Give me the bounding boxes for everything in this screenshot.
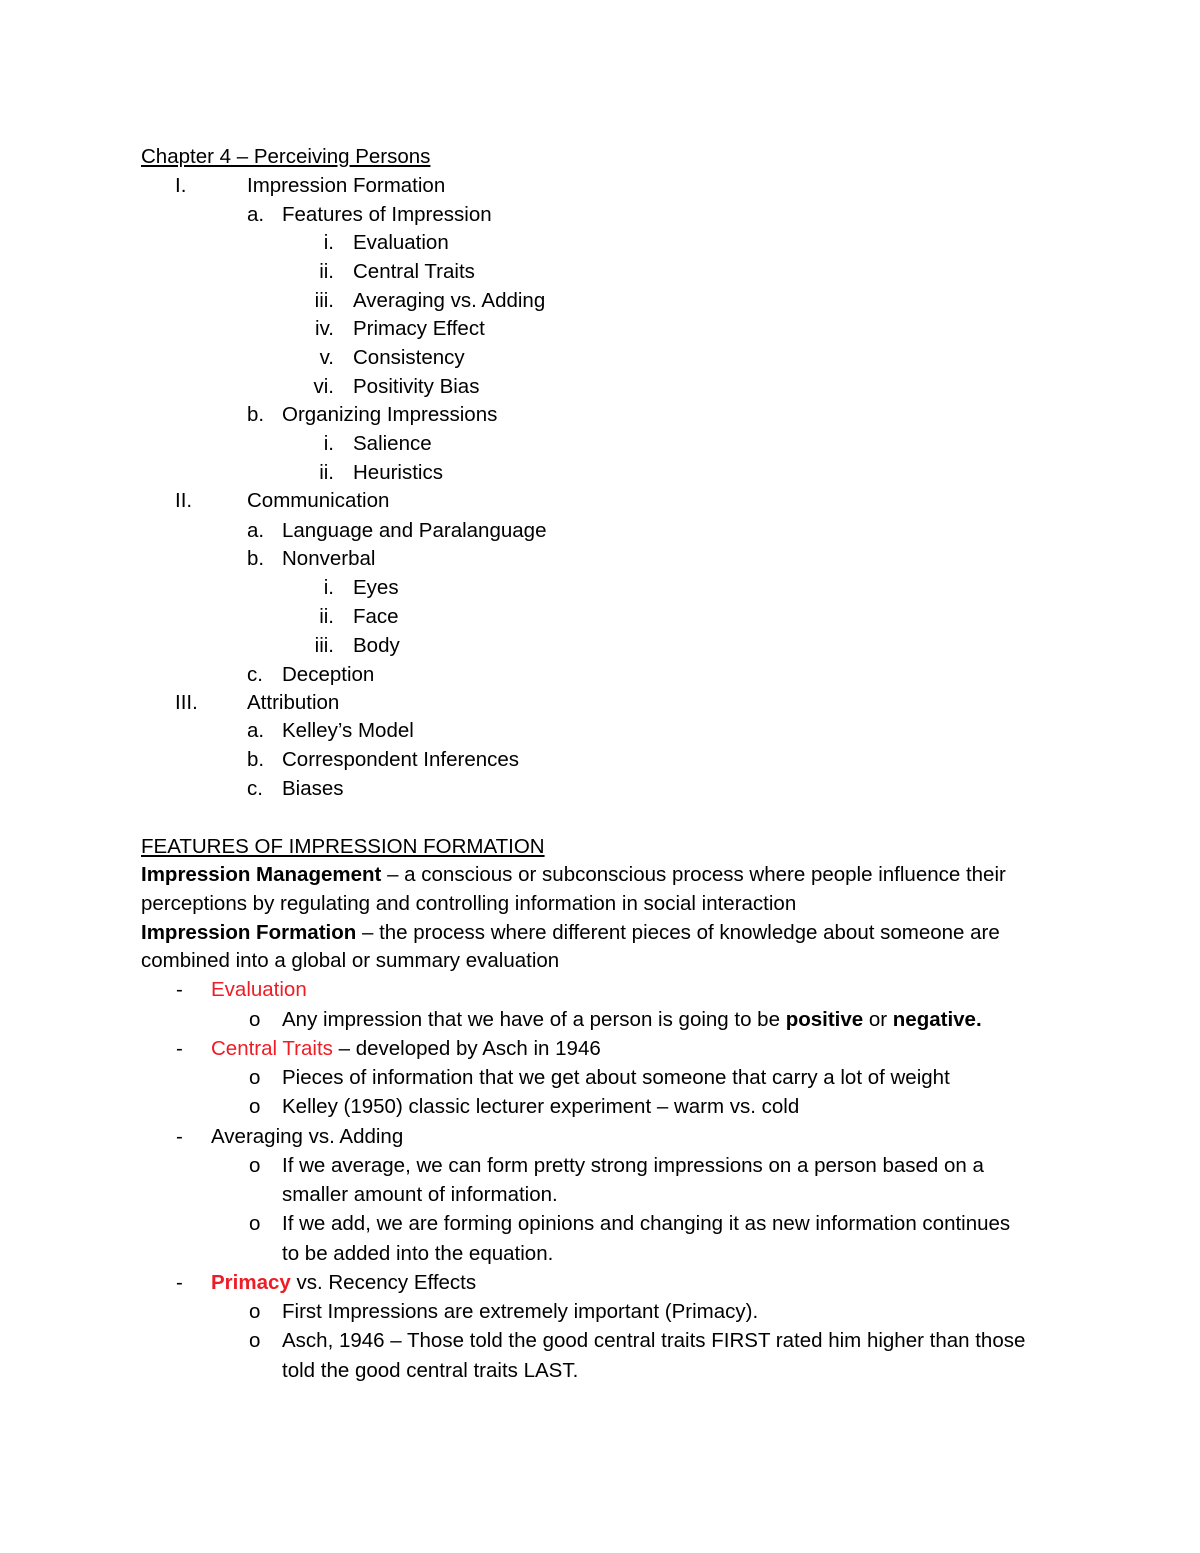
outline-marker: b.: [247, 547, 265, 570]
outline-marker: b.: [247, 748, 265, 771]
outline-text: Biases: [282, 777, 344, 800]
dash-bullet: -: [176, 1125, 183, 1148]
bullet-text: vs. Recency Effects: [290, 1271, 477, 1294]
outline-marker: iii.: [314, 289, 334, 312]
bullet-label: Averaging vs. Adding: [211, 1125, 404, 1148]
circle-bullet: o: [249, 1008, 261, 1031]
outline-marker: iii.: [314, 634, 334, 657]
sub-bullet-text: Kelley (1950) classic lecturer experiment – warm vs. cold: [282, 1095, 800, 1118]
outline-text: Heuristics: [353, 461, 443, 484]
emphasis-negative: negative.: [892, 1008, 982, 1031]
sub-bullet-continuation: told the good central traits LAST.: [282, 1359, 579, 1382]
outline-marker: vi.: [313, 375, 334, 398]
dash-bullet: -: [176, 978, 183, 1001]
chapter-title: Chapter 4 – Perceiving Persons: [141, 145, 431, 168]
circle-bullet: o: [249, 1066, 261, 1089]
outline-text: Correspondent Inferences: [282, 748, 520, 771]
outline-text: Deception: [282, 663, 375, 686]
definition-line: [141, 860, 1006, 889]
outline-text: Organizing Impressions: [282, 403, 498, 426]
sub-bullet-text: or: [863, 1008, 893, 1031]
outline-marker: c.: [247, 663, 263, 686]
definition-line: combined into a global or summary evaluation: [141, 949, 560, 972]
sub-bullet-text: Pieces of information that we get about someone that carry a lot of weight: [282, 1066, 950, 1089]
outline-text: Features of Impression: [282, 203, 492, 226]
outline-text: Language and Paralanguage: [282, 519, 547, 542]
outline-marker: ii.: [319, 461, 334, 484]
outline-text: Central Traits: [353, 260, 475, 283]
outline-marker: I.: [175, 174, 187, 197]
sub-bullet-continuation: to be added into the equation.: [282, 1242, 554, 1265]
outline-text: Evaluation: [353, 231, 449, 254]
outline-marker: a.: [247, 203, 265, 226]
outline-marker: ii.: [319, 605, 334, 628]
circle-bullet: o: [249, 1212, 261, 1235]
definition-term: Impression Management: [141, 863, 382, 886]
sub-bullet-text: If we average, we can form pretty strong impressions on a person based on a: [282, 1154, 984, 1177]
dash-bullet: -: [176, 1037, 183, 1060]
emphasis-positive: positive: [785, 1008, 864, 1031]
outline-marker: II.: [175, 489, 193, 512]
outline-text: Body: [353, 634, 400, 657]
outline-marker: a.: [247, 719, 265, 742]
outline-marker: III.: [175, 691, 198, 714]
circle-bullet: o: [249, 1154, 261, 1177]
outline-marker: b.: [247, 403, 265, 426]
circle-bullet: o: [249, 1300, 261, 1323]
definition-text: – the process where different pieces of knowledge about someone are: [356, 921, 1000, 944]
outline-text: Impression Formation: [247, 174, 446, 197]
circle-bullet: o: [249, 1329, 261, 1352]
outline-marker: i.: [323, 231, 334, 254]
outline-text: Nonverbal: [282, 547, 376, 570]
outline-text: Attribution: [247, 691, 340, 714]
outline-text: Positivity Bias: [353, 375, 480, 398]
section-heading: FEATURES OF IMPRESSION FORMATION: [141, 835, 545, 858]
sub-bullet-continuation: smaller amount of information.: [282, 1183, 558, 1206]
sub-bullet-text: First Impressions are extremely important (Primacy).: [282, 1300, 759, 1323]
outline-marker: iv.: [315, 317, 334, 340]
outline-marker: a.: [247, 519, 265, 542]
outline-marker: i.: [323, 576, 334, 599]
bullet-label: Primacy: [211, 1271, 291, 1294]
outline-marker: c.: [247, 777, 263, 800]
outline-text: Face: [353, 605, 399, 628]
outline-text: Averaging vs. Adding: [353, 289, 546, 312]
definition-line: [141, 918, 1000, 947]
definition-term: Impression Formation: [141, 921, 357, 944]
outline-text: Salience: [353, 432, 432, 455]
outline-marker: ii.: [319, 260, 334, 283]
outline-marker: v.: [319, 346, 334, 369]
outline-text: Eyes: [353, 576, 399, 599]
outline-text: Kelley’s Model: [282, 719, 414, 742]
sub-bullet-text: If we add, we are forming opinions and changing it as new information continues: [282, 1212, 1011, 1235]
bullet-label: Central Traits: [211, 1037, 333, 1060]
outline-text: Communication: [247, 489, 390, 512]
sub-bullet-text: Asch, 1946 – Those told the good central traits FIRST rated him higher than those: [282, 1329, 1026, 1352]
outline-text: Consistency: [353, 346, 465, 369]
circle-bullet: o: [249, 1095, 261, 1118]
bullet-text: – developed by Asch in 1946: [332, 1037, 601, 1060]
definition-text: – a conscious or subconscious process where people influence their: [381, 863, 1006, 886]
outline-text: Primacy Effect: [353, 317, 485, 340]
outline-marker: i.: [323, 432, 334, 455]
dash-bullet: -: [176, 1271, 183, 1294]
sub-bullet-text: Any impression that we have of a person is going to be: [282, 1008, 786, 1031]
definition-line: perceptions by regulating and controlling information in social interaction: [141, 892, 797, 915]
bullet-label: Evaluation: [211, 978, 307, 1001]
